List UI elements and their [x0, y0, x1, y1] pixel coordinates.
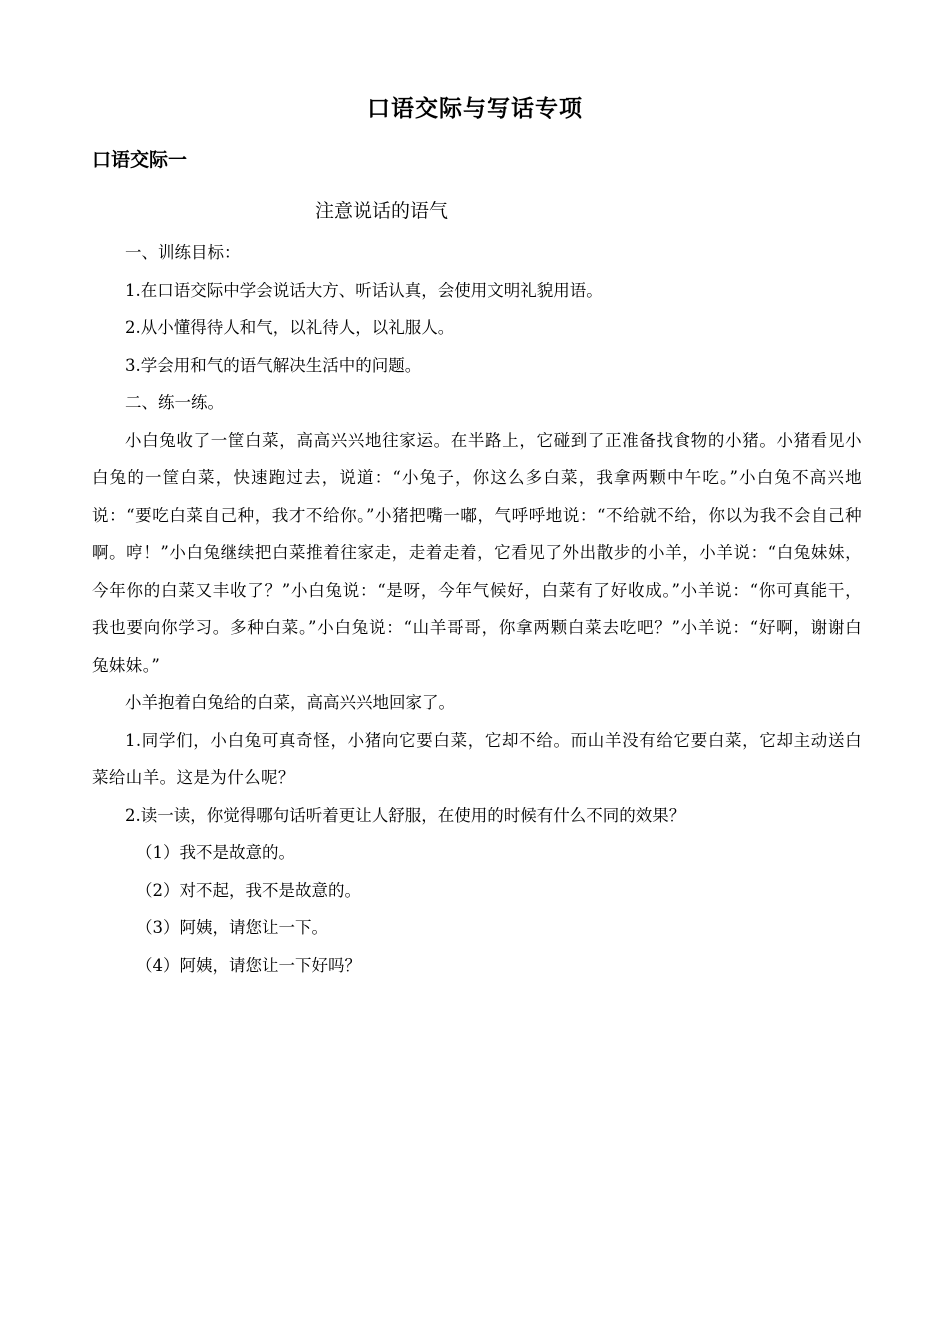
document-title: 口语交际与写话专项: [367, 96, 583, 122]
section-heading: 口语交际一: [92, 149, 188, 171]
question-1: 1.同学们，小白兔可真奇怪，小猪向它要白菜，它却不给。而山羊没有给它要白菜，它却主动送白菜给山羊。这是为什么呢？: [92, 730, 862, 787]
option-item: （4）阿姨，请您让一下好吗？: [136, 955, 361, 975]
story-paragraph: 小白兔收了一筐白菜，高高兴兴地往家运。在半路上，它碰到了正准备找食物的小猪。小猪看见小白兔的一筐白菜，快速跑过去，说道：“小兔子，你这么多白菜，我拿两颗中午吃。”小白兔不高兴地说：“要吃白菜自己种，我才不给你。”小猪把嘴一嘟，气呼呼地说：“不给就不给，你以为我不会自己种啊。哼！”小白兔继续把白菜推着往家走，走着走着，它看见了外出散步的小羊，小羊说：“白兔妹妹，今年你的白菜又丰收了？”小白兔说：“是呀，今年气候好，白菜有了好收成。”小羊说：“你可真能干，我也要向你学习。多种白菜。”小白兔说：“山羊哥哥，你拿两颗白菜去吃吧？”小羊说：“好啊，谢谢白兔妹妹。”: [92, 430, 862, 675]
option-item: （3）阿姨，请您让一下。: [136, 918, 328, 937]
goal-item: 2.从小懂得待人和气，以礼待人，以礼服人。: [125, 318, 455, 337]
option-item: （1）我不是故意的。: [136, 843, 295, 862]
practice-heading: 二、练一练。: [125, 393, 224, 412]
story-ending: 小羊抱着白兔给的白菜，高高兴兴地回家了。: [125, 693, 455, 712]
goal-item: 1.在口语交际中学会说话大方、听话认真，会使用文明礼貌用语。: [125, 280, 603, 300]
question-2: 2.读一读，你觉得哪句话听着更让人舒服，在使用的时候有什么不同的效果？: [125, 805, 686, 825]
goals-heading: 一、训练目标：: [125, 243, 241, 262]
document-body: [92, 234, 862, 984]
goal-item: 3.学会用和气的语气解决生活中的问题。: [125, 355, 422, 375]
option-item: （2）对不起，我不是故意的。: [136, 880, 361, 900]
topic-title: 注意说话的语气: [315, 200, 449, 222]
